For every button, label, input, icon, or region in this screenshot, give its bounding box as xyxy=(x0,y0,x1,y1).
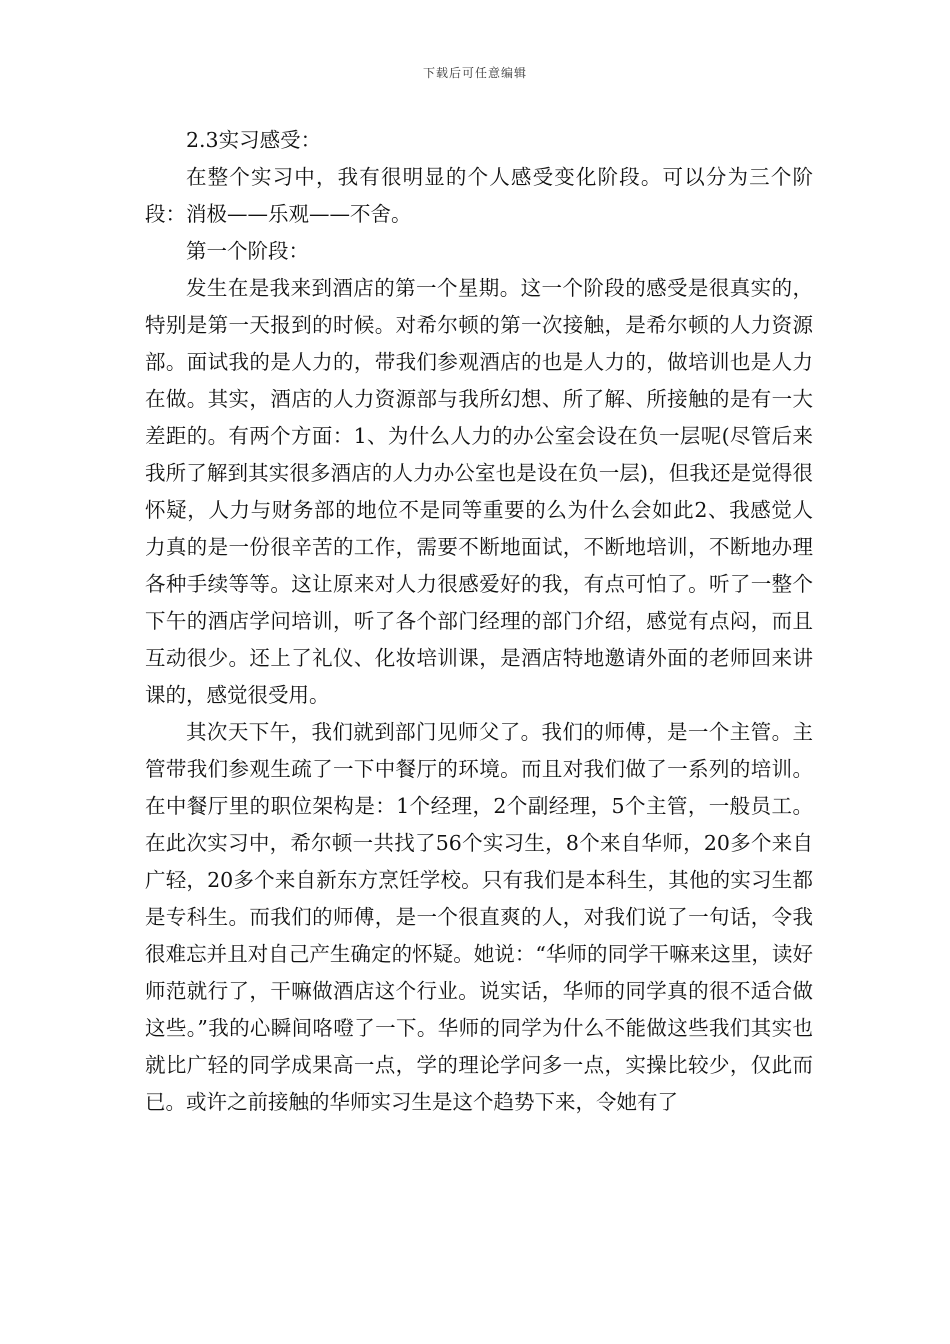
document-body xyxy=(145,122,813,1121)
section-heading: 2.3实习感受： xyxy=(186,128,322,152)
page-header: 下载后可任意编辑 xyxy=(422,66,527,80)
paragraph: 在整个实习中，我有很明显的个人感受变化阶段。可以分为三个阶段：消极——乐观——不舍。 xyxy=(145,165,813,226)
paragraph: 其次天下午，我们就到部门见师父了。我们的师傅，是一个主管。主管带我们参观生疏了一下中餐厅的环境。而且对我们做了一系列的培训。在中餐厅里的职位架构是：1个经理，2个副经理，5个主管，一般员工。在此次实习中，希尔顿一共找了56个实习生，8个来自华师，20多个来自广轻，20多个来自新东方烹饪学校。只有我们是本科生，其他的实习生都是专科生。而我们的师傅，是一个很直爽的人，对我们说了一句话，令我很难忘并且对自己产生确定的怀疑。她说：“华师的同学干嘛来这里，读好师范就行了，干嘛做酒店这个行业。说实话，华师的同学真的很不适合做这些。”我的心瞬间咯噔了一下。华师的同学为什么不能做这些我们其实也就比广轻的同学成果高一点，学的理论学问多一点，实操比较少，仅此而已。或许之前接触的华师实习生是这个趋势下来，令她有了 xyxy=(145,720,813,1114)
paragraph: 发生在是我来到酒店的第一个星期。这一个阶段的感受是很真实的，特别是第一天报到的时候。对希尔顿的第一次接触，是希尔顿的人力资源部。面试我的是人力的，带我们参观酒店的也是人力的，做培训也是人力在做。其实，酒店的人力资源部与我所幻想、所了解、所接触的是有一大差距的。有两个方面：1、为什么人力的办公室会设在负一层呢(尽管后来我所了解到其实很多酒店的人力办公室也是设在负一层)，但我还是觉得很怀疑，人力与财务部的地位不是同等重要的么为什么会如此2、我感觉人力真的是一份很辛苦的工作，需要不断地面试，不断地培训，不断地办理各种手续等等。这让原来对人力很感爱好的我，有点可怕了。听了一整个下午的酒店学问培训，听了各个部门经理的部门介绍，感觉有点闷，而且互动很少。还上了礼仪、化妆培训课，是酒店特地邀请外面的老师回来讲课的，感觉很受用。 xyxy=(145,276,813,707)
stage-heading: 第一个阶段： xyxy=(186,239,309,263)
